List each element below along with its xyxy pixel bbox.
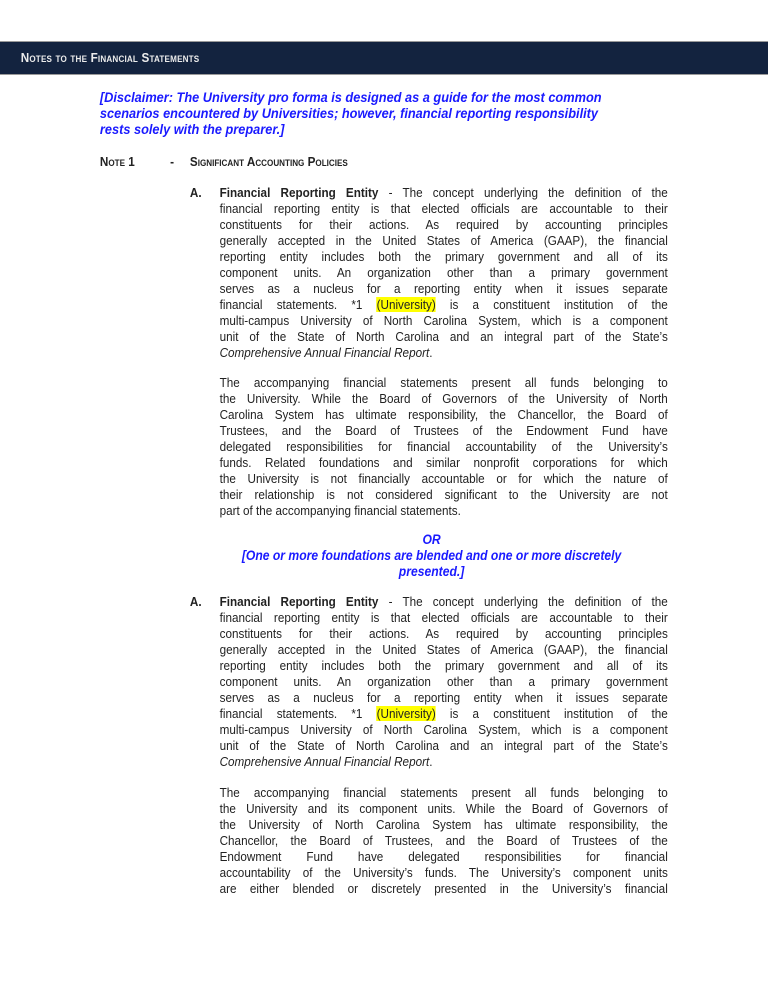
- section-letter: A.: [189, 594, 202, 609]
- text-run: the University of North Carolina System has ultimate responsibility, the: [219, 817, 668, 832]
- text-run: their relationship is not considered significant to the University are not: [219, 487, 668, 502]
- text-line: [220, 407, 668, 423]
- text-run: component units. An organization other than a primary government: [219, 674, 668, 689]
- text-run: financial reporting entity is that elected officials are accountable to their: [219, 610, 668, 625]
- text-run: financial reporting entity is that elected officials are accountable to their: [219, 201, 668, 216]
- text-line: [220, 217, 668, 233]
- text-line: [220, 865, 668, 881]
- text-line: [220, 690, 668, 706]
- text-run: is a constituent institution of the: [435, 297, 668, 312]
- alternative-line: [One or more foundations are blended and one or more discretely: [241, 548, 622, 563]
- text-run: serves as a nucleus for a reporting entity when it issues separate: [219, 281, 668, 296]
- text-line: [220, 817, 668, 833]
- text-line: [220, 754, 668, 770]
- text-run: - The concept underlying the definition of the: [378, 185, 668, 200]
- text-run: Trustees, and the Board of Trustees of the Endowment Fund have: [219, 423, 668, 438]
- note-title: Significant Accounting Policies: [189, 154, 348, 169]
- report-title: Comprehensive Annual Financial Report: [219, 754, 430, 769]
- text-line: [220, 658, 668, 674]
- text-line: [100, 122, 602, 138]
- text-line: [220, 455, 668, 471]
- text-line: [220, 503, 668, 519]
- disclaimer-line: rests solely with the preparer.]: [99, 122, 285, 138]
- text-line: [220, 833, 668, 849]
- text-line: [100, 106, 602, 122]
- page-header-title: Notes to the Financial Statements: [20, 50, 200, 65]
- text-line: [220, 281, 668, 297]
- text-run: Chancellor, the Board of Trustees, and the Board of Trustees of the: [219, 833, 668, 848]
- text-run: The accompanying financial statements present all funds belonging to: [219, 785, 668, 800]
- text-line: [220, 610, 668, 626]
- text-line: [220, 642, 668, 658]
- text-line: [220, 297, 668, 313]
- text-run: the University and its component units. While the Board of Governors of: [219, 801, 668, 816]
- text-line: [220, 201, 668, 217]
- text-run: multi-campus University of North Carolina System, which is a component: [219, 722, 668, 737]
- text-line: [220, 849, 668, 865]
- text-run: Carolina System has ultimate responsibility, the Chancellor, the Board of: [219, 407, 668, 422]
- text-line: [220, 329, 668, 345]
- text-run: delegated responsibilities for financial accountability of the University’s: [219, 439, 668, 454]
- text-line: [220, 391, 668, 407]
- text-run: accountability of the University’s funds. The University’s component units: [219, 865, 668, 880]
- section-a-financial-reporting-entity: [189, 185, 668, 361]
- alternative-line: presented.]: [398, 564, 465, 579]
- text-line: [220, 249, 668, 265]
- text-line: [220, 626, 668, 642]
- text-run: part of the accompanying financial statements.: [219, 503, 461, 518]
- text-line: [220, 674, 668, 690]
- text-run: financial statements. *1: [219, 297, 377, 312]
- text-line: [220, 594, 668, 610]
- text-run: The accompanying financial statements present all funds belonging to: [219, 375, 668, 390]
- text-run: component units. An organization other than a primary government: [219, 265, 668, 280]
- text-run: Endowment Fund have delegated responsibilities for financial: [219, 849, 668, 864]
- text-line: [220, 801, 668, 817]
- disclaimer-note: [100, 90, 602, 138]
- note-number: Note 1: [99, 154, 135, 169]
- text-line: [220, 185, 668, 201]
- text-line: [220, 706, 668, 722]
- report-title: Comprehensive Annual Financial Report: [219, 345, 430, 360]
- text-run: reporting entity includes both the primary government and all of its: [219, 658, 668, 673]
- text-run: multi-campus University of North Carolina System, which is a component: [219, 313, 668, 328]
- text-run: funds. Related foundations and similar nonprofit corporations for which: [219, 455, 668, 470]
- text-run: reporting entity includes both the primary government and all of its: [219, 249, 668, 264]
- text-run: .: [429, 754, 433, 769]
- text-run: is a constituent institution of the: [435, 706, 668, 721]
- text-run: the University is not financially accountable or for which the nature of: [219, 471, 668, 486]
- highlighted-placeholder: (University): [376, 706, 436, 721]
- or-label: OR: [422, 532, 441, 547]
- text-line: [220, 738, 668, 754]
- page-header-bar: [0, 41, 768, 75]
- text-run: are either blended or discretely presented in the University’s financial: [219, 881, 668, 896]
- alternative-option-note: [200, 532, 664, 580]
- disclaimer-line: [Disclaimer: The University pro forma is designed as a guide for the most common: [99, 90, 602, 106]
- text-line: [220, 345, 668, 361]
- text-run: financial statements. *1: [219, 706, 377, 721]
- section-heading: Financial Reporting Entity: [219, 185, 379, 200]
- text-line: [220, 265, 668, 281]
- text-line: [220, 375, 668, 391]
- text-line: [100, 90, 602, 106]
- text-line: [220, 471, 668, 487]
- text-line: [220, 785, 668, 801]
- text-run: generally accepted in the United States of America (GAAP), the financial: [219, 642, 668, 657]
- text-line: [220, 313, 668, 329]
- text-run: unit of the State of North Carolina and an integral part of the State’s: [219, 738, 668, 753]
- note-dash: -: [170, 154, 175, 169]
- section-letter: A.: [189, 185, 202, 200]
- text-run: the University. While the Board of Governors of the University of North: [219, 391, 668, 406]
- text-line: [220, 423, 668, 439]
- text-line: [220, 487, 668, 503]
- text-run: .: [429, 345, 433, 360]
- paragraph-funds-university: [220, 375, 668, 519]
- text-run: - The concept underlying the definition of the: [378, 594, 668, 609]
- highlighted-placeholder: (University): [376, 297, 436, 312]
- paragraph-funds-component-units: [220, 785, 668, 897]
- text-line: [220, 881, 668, 897]
- text-line: [220, 233, 668, 249]
- text-run: unit of the State of North Carolina and an integral part of the State’s: [219, 329, 668, 344]
- text-line: [220, 439, 668, 455]
- text-run: serves as a nucleus for a reporting entity when it issues separate: [219, 690, 668, 705]
- text-run: constituents for their actions. As required by accounting principles: [219, 217, 668, 232]
- section-heading: Financial Reporting Entity: [219, 594, 379, 609]
- section-a-financial-reporting-entity-alt: [189, 594, 668, 770]
- text-line: [220, 722, 668, 738]
- disclaimer-line: scenarios encountered by Universities; however, financial reporting responsibility: [99, 106, 599, 122]
- text-run: constituents for their actions. As required by accounting principles: [219, 626, 668, 641]
- text-run: generally accepted in the United States of America (GAAP), the financial: [219, 233, 668, 248]
